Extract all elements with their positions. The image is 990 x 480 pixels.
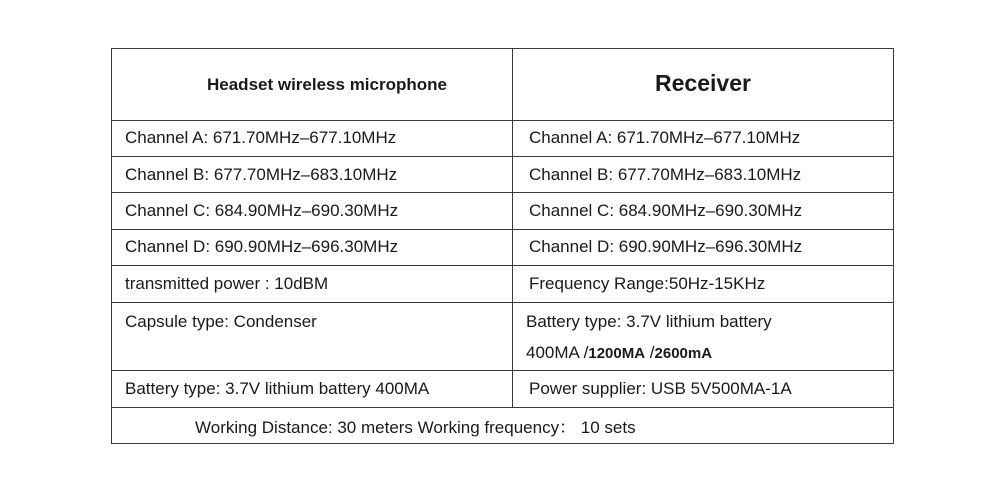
headset-channel-d: Channel D: 690.90MHz–696.30MHz [112, 229, 513, 265]
transmitted-power: transmitted power : 10dBM [112, 266, 513, 302]
battery-capacity-2600: 2600mA [654, 344, 713, 362]
header-headset [112, 49, 513, 121]
working-distance-frequency: Working Distance: 30 meters Working frequency： 10 sets [112, 407, 894, 443]
receiver-battery-line2 [526, 343, 893, 363]
power-supplier: Power supplier: USB 5V500MA-1A [513, 371, 894, 407]
headset-channel-c: Channel C: 684.90MHz–690.30MHz [112, 193, 513, 229]
receiver-channel-d: Channel D: 690.90MHz–696.30MHz [513, 229, 894, 265]
table-header-row [112, 49, 894, 121]
frequency-range: Frequency Range:50Hz-15KHz [513, 266, 894, 302]
headset-channel-a: Channel A: 671.70MHz–677.10MHz [112, 120, 513, 156]
header-headset-label: Headset wireless microphone [207, 74, 447, 94]
headset-battery-type: Battery type: 3.7V lithium battery 400MA [112, 371, 513, 407]
battery-capacity-main: 400MA / [526, 342, 589, 362]
capsule-type: Capsule type: Condenser [112, 302, 513, 371]
table-row [112, 120, 894, 156]
table-row [112, 371, 894, 407]
receiver-channel-b: Channel B: 677.70MHz–683.10MHz [513, 157, 894, 193]
header-receiver [513, 49, 894, 121]
receiver-battery-line1: Battery type: 3.7V lithium battery [526, 311, 772, 331]
battery-capacity-separator: / [645, 342, 655, 362]
table-row [112, 157, 894, 193]
table-row [112, 193, 894, 229]
header-receiver-label: Receiver [655, 69, 751, 96]
battery-capacity-1200: 1200MA [588, 344, 646, 362]
spec-table [111, 48, 894, 444]
receiver-channel-a: Channel A: 671.70MHz–677.10MHz [513, 120, 894, 156]
receiver-battery-type [513, 302, 894, 371]
table-row [112, 302, 894, 371]
receiver-channel-c: Channel C: 684.90MHz–690.30MHz [513, 193, 894, 229]
table-row [112, 229, 894, 265]
table-footer-row [112, 407, 894, 443]
table-row [112, 266, 894, 302]
headset-channel-b: Channel B: 677.70MHz–683.10MHz [112, 157, 513, 193]
